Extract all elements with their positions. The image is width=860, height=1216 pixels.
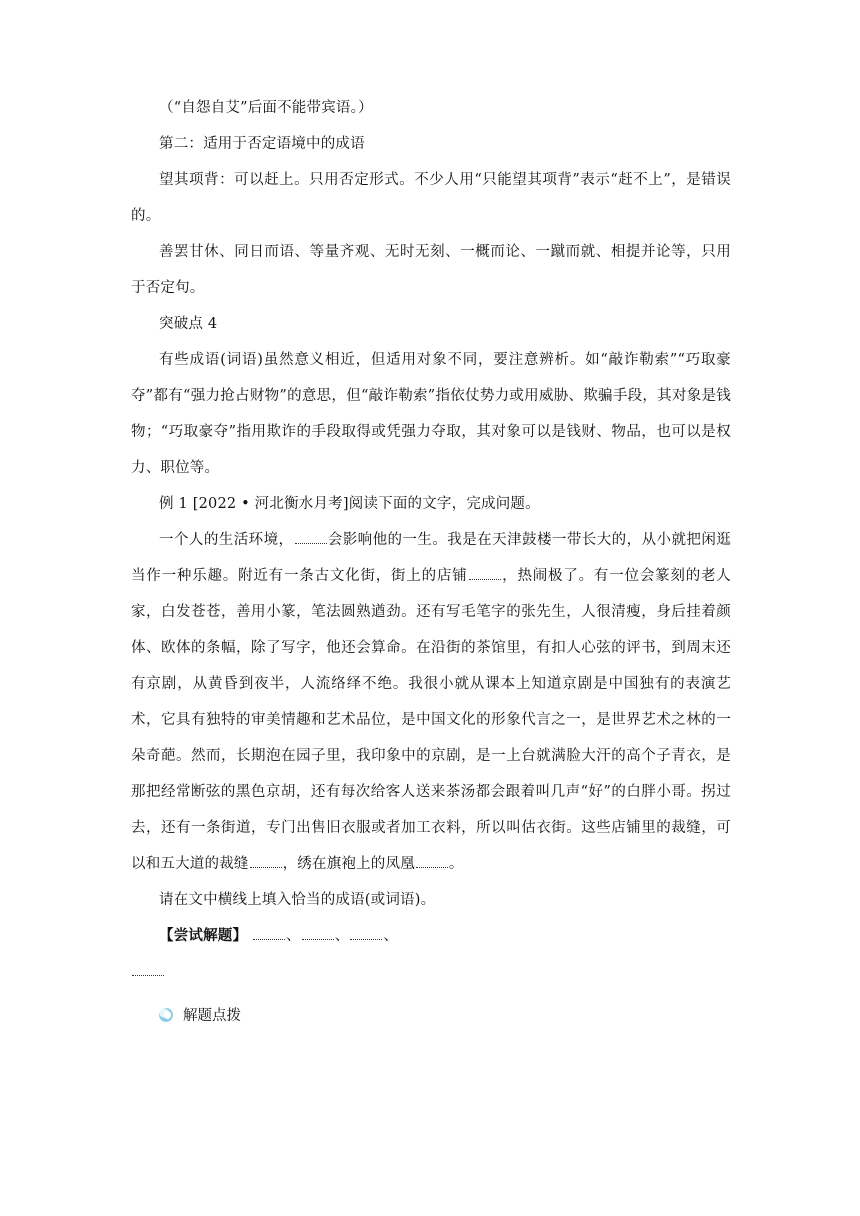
answer-blank-3[interactable] bbox=[350, 921, 382, 940]
tip-label: 解题点拨 bbox=[183, 1008, 241, 1024]
note-line: （“自怨自艾”后面不能带宾语。） bbox=[159, 100, 373, 116]
blank-2[interactable] bbox=[469, 561, 501, 580]
answer-line-2 bbox=[131, 954, 731, 990]
try-solve-label: 【尝试解题】 bbox=[159, 927, 248, 944]
question-line: 请在文中横线上填入恰当的成语(或词语)。 bbox=[159, 892, 436, 908]
paragraph-wangqixiangbei: 望其项背：可以赶上。只用否定形式。不少人用“只能望其项背”表示“赶不上”，是错误的。 bbox=[131, 172, 731, 224]
answer-line bbox=[131, 918, 731, 954]
blank-3[interactable] bbox=[250, 849, 282, 868]
answer-blank-4[interactable] bbox=[132, 957, 164, 976]
reading-passage bbox=[131, 522, 731, 882]
answer-blank-2[interactable] bbox=[302, 921, 334, 940]
answer-blank-1[interactable] bbox=[253, 921, 285, 940]
answer-sep-3: 、 bbox=[383, 928, 399, 944]
passage-part-4: ，绣在旗袍上的凤凰 bbox=[282, 856, 415, 872]
blank-4[interactable] bbox=[416, 849, 448, 868]
example-heading: 例 1 [2022 • 河北衡水月考]阅读下面的文字，完成问题。 bbox=[159, 496, 540, 512]
document-page bbox=[131, 90, 731, 1025]
paragraph-object-difference: 有些成语(词语)虽然意义相近，但适用对象不同，要注意辨析。如“敲诈勒索”“巧取豪夺”都有“强力抢占财物”的意思，但“敲诈勒索”指依仗势力或用威胁、欺骗手段，其对象是钱物；“巧取豪夺”指用欺诈的手段取得或凭强力夺取，其对象可以是钱财、物品，也可以是权力、职位等。 bbox=[131, 352, 731, 476]
tip-section bbox=[159, 1004, 731, 1025]
section-heading-2: 第二：适用于否定语境中的成语 bbox=[159, 136, 365, 152]
passage-part-2: 会影响他的一生。我是在天津鼓楼一带长大的，从小就把闲逛当作一种乐趣。附近有一条古文化街，街上的店铺 bbox=[131, 532, 731, 584]
breakthrough-point-4: 突破点 4 bbox=[159, 316, 218, 332]
passage-part-5: 。 bbox=[448, 856, 464, 872]
answer-sep-2: 、 bbox=[334, 928, 350, 944]
passage-part-1: 一个人的生活环境， bbox=[159, 532, 294, 548]
passage-part-3: ，热闹极了。有一位会篆刻的老人家，白发苍苍，善用小篆，笔法圆熟遒劲。还有写毛笔字的张先生，人很清瘦，身后挂着颜体、欧体的条幅，除了写字，他还会算命。在沿街的茶馆里，有扣人心弦的评书，到周末还有京剧，从黄昏到夜半，人流络绎不绝。我很小就从课本上知道京剧是中国独有的表演艺术，它具有独特的审美情趣和艺术品位，是中国文化的形象代言之一，是世界艺术之林的一朵奇葩。然而，长期泡在园子里，我印象中的京剧，是一上台就满脸大汗的高个子青衣，是那把经常断弦的黑色京胡，还有每次给客人送来茶汤都会跟着叫几声“好”的白胖小哥。拐过去，还有一条街道，专门出售旧衣服或者加工衣料，所以叫估衣街。这些店铺里的裁缝，可以和五大道的裁缝 bbox=[131, 568, 732, 872]
lightbulb-icon bbox=[159, 1008, 173, 1022]
blank-1[interactable] bbox=[295, 525, 327, 544]
answer-sep-1: 、 bbox=[286, 928, 301, 944]
paragraph-negative-idioms: 善罢甘休、同日而语、等量齐观、无时无刻、一概而论、一蹴而就、相提并论等，只用于否定句。 bbox=[131, 244, 731, 296]
